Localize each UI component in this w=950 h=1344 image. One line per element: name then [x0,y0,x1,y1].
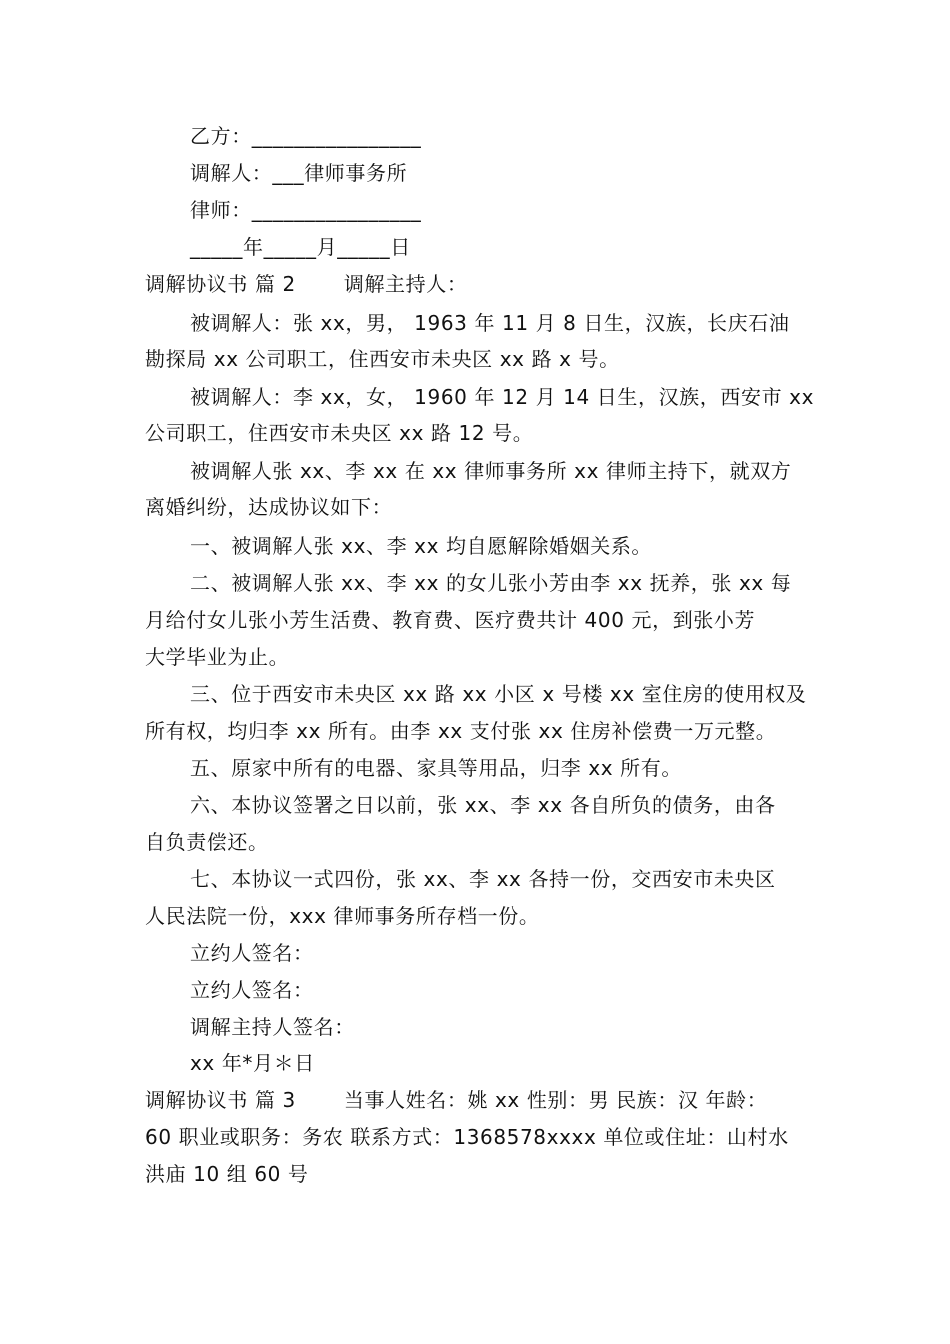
section2-heading: 调解协议书 篇 2 [145,272,296,296]
paragraph-line: 所有权，均归李 xx 所有。由李 xx 支付张 xx 住房补偿费一万元整。 [145,719,777,743]
section3-line-1: 当事人姓名：姚 xx 性别：男 民族：汉 年龄： [343,1088,768,1112]
section3-heading: 调解协议书 篇 3 [145,1088,296,1112]
party-b-line: 乙方：________________ [190,124,422,148]
paragraph-line: 五、原家中所有的电器、家具等用品，归李 xx 所有。 [190,756,682,780]
paragraph-line: 七、本协议一式四份，张 xx、李 xx 各持一份，交西安市未央区 [190,867,776,891]
paragraph-line: 二、被调解人张 xx、李 xx 的女儿张小芳由李 xx 抚养，张 xx 每 [190,571,792,595]
paragraph-line: 离婚纠纷，达成协议如下： [145,495,393,519]
host-signature-line: 调解主持人签名： [190,1015,355,1039]
paragraph-line: 三、位于西安市未央区 xx 路 xx 小区 x 号楼 xx 室住房的使用权及 [190,682,807,706]
paragraph-line: 公司职工，住西安市未央区 xx 路 12 号。 [145,421,534,445]
paragraph-line: 月给付女儿张小芳生活费、教育费、医疗费共计 400 元，到张小芳 [145,608,756,632]
paragraph-line: 被调解人张 xx、李 xx 在 xx 律师事务所 xx 律师主持下，就双方 [190,459,792,483]
host-label: 调解主持人： [343,272,468,296]
signature-date-line: xx 年*月＊日 [190,1051,315,1075]
section3-line-2: 60 职业或职务：务农 联系方式：1368578xxxx 单位或住址：山村水 [145,1125,789,1149]
section2-heading-line [145,270,815,298]
paragraph-line: 大学毕业为止。 [145,645,290,669]
paragraph-line: 六、本协议签署之日以前，张 xx、李 xx 各自所负的债务，由各 [190,793,776,817]
mediator-line: 调解人：___律师事务所 [190,161,408,185]
paragraph-line: 自负责偿还。 [145,830,269,854]
lawyer-line: 律师：________________ [190,198,422,222]
paragraph-line: 被调解人：李 xx，女， 1960 年 12 月 14 日生，汉族，西安市 xx [190,385,814,409]
paragraph-line: 勘探局 xx 公司职工，住西安市未央区 xx 路 x 号。 [145,347,620,371]
signature-line-2: 立约人签名： [190,978,314,1002]
section3-line-3: 洪庙 10 组 60 号 [145,1162,309,1186]
section3-heading-line [145,1086,815,1114]
paragraph-line: 一、被调解人张 xx、李 xx 均自愿解除婚姻关系。 [190,534,653,558]
paragraph-line: 被调解人：张 xx，男， 1963 年 11 月 8 日生，汉族，长庆石油 [190,311,790,335]
paragraph-line: 人民法院一份，xxx 律师事务所存档一份。 [145,904,540,928]
date-line: _____年_____月_____日 [190,235,411,259]
signature-line-1: 立约人签名： [190,941,314,965]
